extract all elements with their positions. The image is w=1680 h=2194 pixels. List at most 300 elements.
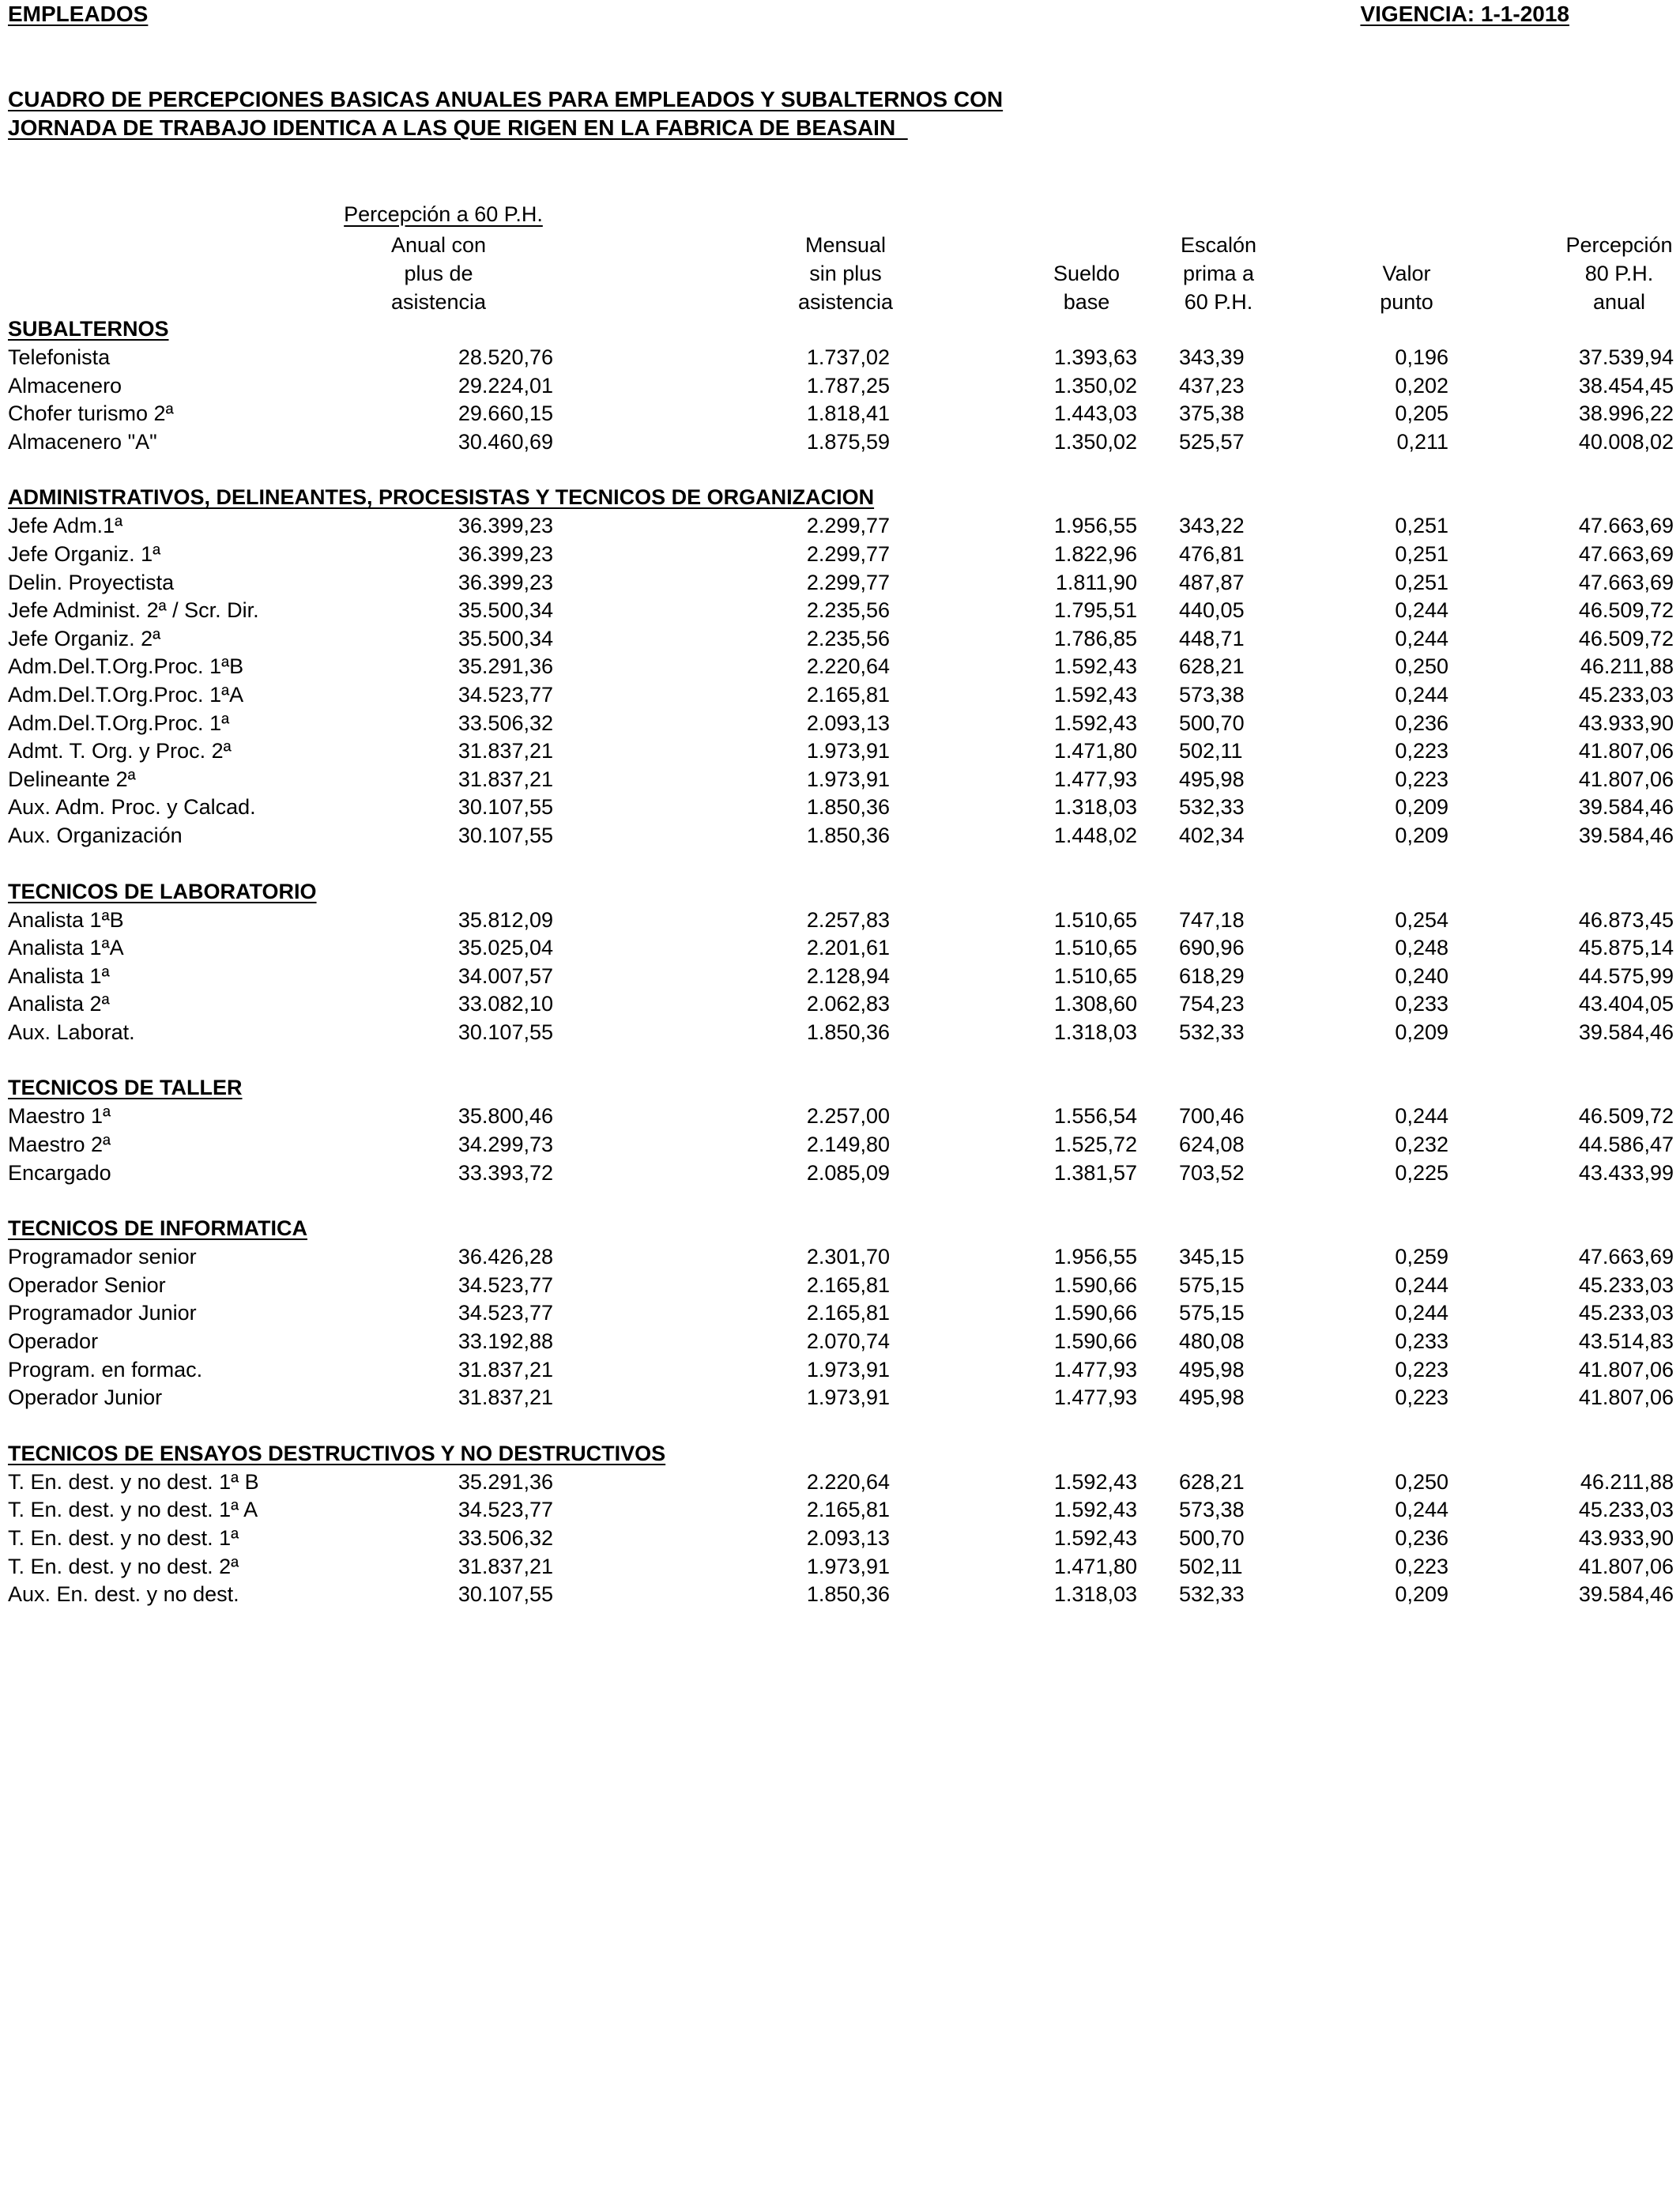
cell-sueldo-base: 1.510,65 [1053,936,1137,960]
cell-escalon: 532,33 [1179,1020,1245,1044]
cell-sueldo-base: 1.318,03 [1053,795,1137,820]
cell-anual: 34.523,77 [458,682,553,707]
table-row [0,737,1680,765]
cell-valor-punto: 0,225 [1395,1160,1448,1185]
column-header-anual-line: plus de [404,262,473,285]
table-row [0,511,1680,540]
table-row [0,1355,1680,1384]
column-header-anual-line: Anual con [390,233,487,257]
cell-mensual: 1.973,91 [806,767,890,791]
cell-mensual: 2.257,83 [806,907,890,932]
column-header-anual [371,231,506,316]
cell-percepcion-80: 39.584,46 [1578,1020,1674,1044]
cell-anual: 35.025,04 [458,936,553,960]
cell-sueldo-base: 1.592,43 [1053,1526,1137,1550]
cell-valor-punto: 0,250 [1395,1469,1448,1494]
cell-mensual: 2.165,81 [806,1301,890,1325]
cell-percepcion-80: 44.575,99 [1578,963,1674,988]
cell-mensual: 2.235,56 [806,626,890,650]
cell-escalon: 495,98 [1179,767,1245,791]
cell-valor-punto: 0,248 [1395,936,1448,960]
cell-categoria: T. En. dest. y no dest. 1ª A [8,1498,258,1522]
cell-categoria: Delineante 2ª [8,767,136,791]
cell-valor-punto: 0,244 [1395,1272,1448,1297]
cell-anual: 33.393,72 [458,1160,553,1185]
section-title [0,877,1680,906]
cell-valor-punto: 0,236 [1395,1526,1448,1550]
cell-escalon: 703,52 [1179,1160,1245,1185]
cell-categoria: Program. en formac. [8,1357,203,1382]
salary-table [0,315,1680,1608]
cell-percepcion-80: 45.233,03 [1578,682,1674,707]
cell-sueldo-base: 1.510,65 [1053,963,1137,988]
cell-sueldo-base: 1.393,63 [1053,345,1137,369]
column-header-valor-line: punto [1380,290,1433,314]
cell-categoria: Adm.Del.T.Org.Proc. 1ª [8,711,230,735]
table-row [0,343,1680,371]
cell-anual: 33.192,88 [458,1329,553,1354]
table-row [0,540,1680,568]
table-row [0,1271,1680,1299]
table-row [0,596,1680,624]
cell-percepcion-80: 39.584,46 [1578,795,1674,820]
cell-anual: 36.399,23 [458,541,553,566]
cell-valor-punto: 0,202 [1395,373,1448,398]
cell-valor-punto: 0,232 [1395,1133,1448,1157]
cell-valor-punto: 0,223 [1395,1554,1448,1578]
cell-mensual: 2.299,77 [806,514,890,538]
cell-categoria: Adm.Del.T.Org.Proc. 1ªA [8,682,244,707]
table-row [0,1242,1680,1271]
cell-escalon: 437,23 [1179,373,1245,398]
cell-percepcion-80: 44.586,47 [1578,1133,1674,1157]
cell-sueldo-base: 1.510,65 [1053,907,1137,932]
cell-anual: 30.107,55 [458,823,553,847]
cell-percepcion-80: 41.807,06 [1578,1357,1674,1382]
cell-valor-punto: 0,254 [1395,907,1448,932]
cell-mensual: 2.149,80 [806,1133,890,1157]
cell-sueldo-base: 1.350,02 [1053,373,1137,398]
column-header-sueldo-line: base [1063,290,1110,314]
table-row [0,1102,1680,1130]
column-header-mensual-line: sin plus [809,262,882,285]
cell-percepcion-80: 43.433,99 [1578,1160,1674,1185]
table-row [0,962,1680,990]
cell-sueldo-base: 1.318,03 [1053,1020,1137,1044]
cell-percepcion-80: 47.663,69 [1578,1245,1674,1269]
table-row [0,1327,1680,1355]
section-title-text: TECNICOS DE TALLER [8,1076,243,1100]
cell-categoria: Analista 1ªA [8,936,124,960]
cell-escalon: 500,70 [1179,1526,1245,1550]
cell-anual: 34.523,77 [458,1301,553,1325]
cell-sueldo-base: 1.592,43 [1053,682,1137,707]
column-header-valor [1351,259,1462,316]
cell-percepcion-80: 38.454,45 [1578,373,1674,398]
cell-escalon: 618,29 [1179,963,1245,988]
cell-valor-punto: 0,209 [1395,823,1448,847]
cell-percepcion-80: 46.509,72 [1578,1104,1674,1129]
cell-mensual: 1.850,36 [806,1582,890,1607]
cell-categoria: Encargado [8,1160,111,1185]
cell-anual: 35.500,34 [458,626,553,650]
cell-anual: 30.460,69 [458,429,553,454]
cell-percepcion-80: 43.933,90 [1578,1526,1674,1550]
cell-sueldo-base: 1.477,93 [1053,1385,1137,1410]
cell-anual: 30.107,55 [458,795,553,820]
cell-mensual: 1.973,91 [806,1385,890,1410]
section-title [0,1214,1680,1242]
table-row [0,1468,1680,1496]
cell-categoria: T. En. dest. y no dest. 1ª [8,1526,239,1550]
cell-valor-punto: 0,209 [1395,1582,1448,1607]
cell-categoria: Operador Junior [8,1385,163,1410]
cell-escalon: 628,21 [1179,1469,1245,1494]
table-row [0,765,1680,794]
table-row [0,906,1680,934]
cell-valor-punto: 0,244 [1395,1104,1448,1129]
cell-escalon: 448,71 [1179,626,1245,650]
cell-percepcion-80: 41.807,06 [1578,739,1674,763]
cell-categoria: T. En. dest. y no dest. 2ª [8,1554,239,1578]
table-row [0,1580,1680,1608]
column-header-escalon-line: Escalón [1180,233,1257,257]
cell-categoria: Analista 2ª [8,992,110,1016]
cell-mensual: 2.165,81 [806,682,890,707]
cell-percepcion-80: 45.233,03 [1578,1498,1674,1522]
table-row [0,371,1680,400]
cell-percepcion-80: 47.663,69 [1578,541,1674,566]
cell-categoria: Operador Senior [8,1272,166,1297]
table-row [0,1524,1680,1552]
cell-escalon: 575,15 [1179,1301,1245,1325]
column-header-perc80-line: Percepción [1565,233,1673,257]
cell-mensual: 2.128,94 [806,963,890,988]
cell-sueldo-base: 1.590,66 [1053,1301,1137,1325]
cell-valor-punto: 0,236 [1395,711,1448,735]
cell-valor-punto: 0,209 [1395,1020,1448,1044]
cell-anual: 31.837,21 [458,1385,553,1410]
cell-mensual: 2.085,09 [806,1160,890,1185]
cell-escalon: 525,57 [1179,429,1245,454]
cell-escalon: 343,22 [1179,514,1245,538]
cell-categoria: Aux. Laborat. [8,1020,135,1044]
cell-mensual: 2.201,61 [806,936,890,960]
cell-percepcion-80: 40.008,02 [1578,429,1674,454]
cell-sueldo-base: 1.592,43 [1053,1498,1137,1522]
table-row [0,1383,1680,1412]
cell-mensual: 2.220,64 [806,1469,890,1494]
cell-anual: 29.660,15 [458,401,553,426]
document-title-line-2: JORNADA DE TRABAJO IDENTICA A LAS QUE RIGEN EN LA FABRICA DE BEASAIN [8,115,908,140]
cell-valor-punto: 0,251 [1395,541,1448,566]
column-header-sueldo [1027,259,1146,316]
cell-mensual: 2.257,00 [806,1104,890,1129]
cell-percepcion-80: 43.933,90 [1578,711,1674,735]
table-row [0,793,1680,821]
table-row [0,1495,1680,1524]
table-row [0,1299,1680,1327]
cell-valor-punto: 0,233 [1395,992,1448,1016]
cell-mensual: 2.220,64 [806,654,890,679]
cell-valor-punto: 0,251 [1395,514,1448,538]
section-title-text: TECNICOS DE INFORMATICA [8,1216,307,1241]
table-row [0,709,1680,737]
column-header-escalon [1155,231,1282,316]
cell-categoria: Delin. Proyectista [8,570,175,594]
cell-categoria: Analista 1ª [8,963,110,988]
section-title-text: TECNICOS DE LABORATORIO [8,879,317,903]
cell-anual: 33.082,10 [458,992,553,1016]
cell-anual: 28.520,76 [458,345,553,369]
cell-percepcion-80: 39.584,46 [1578,1582,1674,1607]
cell-valor-punto: 0,244 [1395,1498,1448,1522]
section-spacer [0,1186,1680,1214]
cell-escalon: 402,34 [1179,823,1245,847]
cell-escalon: 624,08 [1179,1133,1245,1157]
cell-mensual: 1.737,02 [806,345,890,369]
cell-escalon: 573,38 [1179,1498,1245,1522]
cell-categoria: Analista 1ªB [8,907,124,932]
section-title [0,1439,1680,1468]
section-spacer [0,1046,1680,1073]
cell-escalon: 754,23 [1179,992,1245,1016]
cell-percepcion-80: 45.233,03 [1578,1301,1674,1325]
cell-anual: 34.299,73 [458,1133,553,1157]
cell-anual: 35.812,09 [458,907,553,932]
cell-percepcion-80: 41.807,06 [1578,1554,1674,1578]
cell-sueldo-base: 1.477,93 [1053,1357,1137,1382]
table-row [0,1159,1680,1187]
cell-valor-punto: 0,233 [1395,1329,1448,1354]
cell-valor-punto: 0,223 [1395,739,1448,763]
cell-sueldo-base: 1.471,80 [1053,739,1137,763]
cell-categoria: T. En. dest. y no dest. 1ª B [8,1469,259,1494]
cell-escalon: 495,98 [1179,1385,1245,1410]
cell-escalon: 440,05 [1179,598,1245,623]
cell-categoria: Programador Junior [8,1301,197,1325]
cell-anual: 31.837,21 [458,739,553,763]
cell-sueldo-base: 1.350,02 [1053,429,1137,454]
cell-sueldo-base: 1.590,66 [1053,1329,1137,1354]
cell-mensual: 1.973,91 [806,739,890,763]
cell-categoria: Aux. En. dest. y no dest. [8,1582,239,1607]
column-header-valor-line: Valor [1382,262,1431,285]
cell-mensual: 2.093,13 [806,1526,890,1550]
cell-categoria: Telefonista [8,345,111,369]
cell-mensual: 1.973,91 [806,1357,890,1382]
section-spacer [0,1412,1680,1439]
table-row [0,680,1680,709]
cell-sueldo-base: 1.956,55 [1053,1245,1137,1269]
table-row [0,568,1680,597]
cell-percepcion-80: 47.663,69 [1578,570,1674,594]
document-title-line-1: CUADRO DE PERCEPCIONES BASICAS ANUALES PARA EMPLEADOS Y SUBALTERNOS CON [8,87,1004,111]
cell-valor-punto: 0,240 [1395,963,1448,988]
cell-valor-punto: 0,244 [1395,1301,1448,1325]
cell-valor-punto: 0,223 [1395,1357,1448,1382]
cell-mensual: 1.850,36 [806,795,890,820]
cell-anual: 36.399,23 [458,514,553,538]
cell-mensual: 2.299,77 [806,541,890,566]
cell-categoria: Adm.Del.T.Org.Proc. 1ªB [8,654,244,679]
cell-anual: 31.837,21 [458,767,553,791]
cell-percepcion-80: 45.875,14 [1578,936,1674,960]
section-title-text: TECNICOS DE ENSAYOS DESTRUCTIVOS Y NO DESTRUCTIVOS [8,1441,666,1465]
cell-sueldo-base: 1.381,57 [1053,1160,1137,1185]
cell-categoria: Almacenero [8,373,122,398]
cell-valor-punto: 0,244 [1395,626,1448,650]
cell-percepcion-80: 39.584,46 [1578,823,1674,847]
cell-valor-punto: 0,223 [1395,1385,1448,1410]
cell-escalon: 690,96 [1179,936,1245,960]
column-header-perc80 [1552,231,1680,316]
cell-anual: 36.399,23 [458,570,553,594]
cell-escalon: 628,21 [1179,654,1245,679]
cell-sueldo-base: 1.811,90 [1055,570,1137,594]
cell-escalon: 502,11 [1179,1554,1243,1578]
column-header-mensual-line: Mensual [804,233,887,257]
cell-valor-punto: 0,244 [1395,598,1448,623]
cell-categoria: Almacenero "A" [8,429,157,454]
section-title-text: ADMINISTRATIVOS, DELINEANTES, PROCESISTAS Y TECNICOS DE ORGANIZACION [8,485,875,510]
table-row [0,428,1680,456]
column-header-mensual-line: asistencia [797,290,894,314]
table-row [0,1130,1680,1159]
cell-categoria: Jefe Administ. 2ª / Scr. Dir. [8,598,259,623]
cell-mensual: 1.850,36 [806,823,890,847]
cell-percepcion-80: 46.509,72 [1578,626,1674,650]
cell-valor-punto: 0,251 [1395,570,1448,594]
cell-valor-punto: 0,250 [1395,654,1448,679]
cell-escalon: 575,15 [1179,1272,1245,1297]
table-row [0,1018,1680,1046]
cell-anual: 31.837,21 [458,1554,553,1578]
cell-sueldo-base: 1.525,72 [1053,1133,1137,1157]
document-header-left: EMPLEADOS [8,2,149,26]
column-header-perc80-line: anual [1592,290,1646,314]
cell-percepcion-80: 46.873,45 [1578,907,1674,932]
cell-sueldo-base: 1.590,66 [1053,1272,1137,1297]
table-row [0,1552,1680,1581]
cell-valor-punto: 0,209 [1395,795,1448,820]
table-row [0,933,1680,962]
cell-percepcion-80: 43.514,83 [1578,1329,1674,1354]
column-group-header: Percepción a 60 P.H. [344,202,543,226]
cell-sueldo-base: 1.448,02 [1053,823,1137,847]
cell-categoria: Maestro 2ª [8,1133,111,1157]
cell-categoria: Admt. T. Org. y Proc. 2ª [8,739,232,763]
cell-categoria: Operador [8,1329,99,1354]
cell-sueldo-base: 1.308,60 [1053,992,1137,1016]
cell-percepcion-80: 47.663,69 [1578,514,1674,538]
cell-anual: 35.500,34 [458,598,553,623]
table-row [0,652,1680,680]
cell-valor-punto: 0,223 [1395,767,1448,791]
cell-anual: 34.007,57 [458,963,553,988]
cell-categoria: Aux. Organización [8,823,183,847]
column-header-escalon-line: prima a [1182,262,1255,285]
cell-mensual: 2.235,56 [806,598,890,623]
table-row [0,990,1680,1018]
cell-categoria: Chofer turismo 2ª [8,401,174,426]
cell-sueldo-base: 1.592,43 [1053,1469,1137,1494]
cell-sueldo-base: 1.443,03 [1053,401,1137,426]
section-title [0,1073,1680,1102]
cell-anual: 35.291,36 [458,1469,553,1494]
cell-sueldo-base: 1.318,03 [1053,1582,1137,1607]
cell-mensual: 2.093,13 [806,711,890,735]
cell-anual: 35.800,46 [458,1104,553,1129]
cell-mensual: 1.787,25 [806,373,890,398]
cell-mensual: 2.062,83 [806,992,890,1016]
section-spacer [0,850,1680,877]
cell-anual: 34.523,77 [458,1272,553,1297]
cell-escalon: 495,98 [1179,1357,1245,1382]
cell-valor-punto: 0,259 [1395,1245,1448,1269]
cell-percepcion-80: 45.233,03 [1578,1272,1674,1297]
section-title [0,483,1680,511]
document-header-right: VIGENCIA: 1-1-2018 [1360,2,1569,26]
cell-escalon: 343,39 [1179,345,1245,369]
table-row [0,624,1680,653]
cell-valor-punto: 0,211 [1396,429,1448,454]
cell-anual: 33.506,32 [458,1526,553,1550]
cell-valor-punto: 0,196 [1395,345,1448,369]
cell-categoria: Jefe Organiz. 2ª [8,626,161,650]
cell-categoria: Maestro 1ª [8,1104,111,1129]
cell-categoria: Aux. Adm. Proc. y Calcad. [8,795,256,820]
cell-percepcion-80: 41.807,06 [1578,1385,1674,1410]
cell-escalon: 502,11 [1179,739,1243,763]
column-header-sueldo-line: Sueldo [1053,262,1121,285]
cell-sueldo-base: 1.786,85 [1053,626,1137,650]
cell-escalon: 573,38 [1179,682,1245,707]
cell-categoria: Jefe Adm.1ª [8,514,123,538]
cell-mensual: 1.875,59 [806,429,890,454]
cell-percepcion-80: 37.539,94 [1578,345,1674,369]
cell-escalon: 532,33 [1179,1582,1245,1607]
cell-percepcion-80: 38.996,22 [1578,401,1674,426]
cell-escalon: 532,33 [1179,795,1245,820]
cell-anual: 36.426,28 [458,1245,553,1269]
cell-escalon: 480,08 [1179,1329,1245,1354]
cell-categoria: Programador senior [8,1245,197,1269]
table-row [0,399,1680,428]
cell-mensual: 1.973,91 [806,1554,890,1578]
cell-sueldo-base: 1.956,55 [1053,514,1137,538]
cell-sueldo-base: 1.592,43 [1053,654,1137,679]
cell-sueldo-base: 1.822,96 [1053,541,1137,566]
cell-percepcion-80: 43.404,05 [1578,992,1674,1016]
cell-escalon: 345,15 [1179,1245,1245,1269]
cell-escalon: 700,46 [1179,1104,1245,1129]
cell-valor-punto: 0,205 [1395,401,1448,426]
cell-escalon: 476,81 [1179,541,1245,566]
cell-mensual: 2.299,77 [806,570,890,594]
cell-escalon: 747,18 [1179,907,1245,932]
cell-percepcion-80: 41.807,06 [1578,767,1674,791]
cell-anual: 30.107,55 [458,1020,553,1044]
cell-mensual: 1.818,41 [806,401,890,426]
cell-anual: 34.523,77 [458,1498,553,1522]
cell-escalon: 487,87 [1179,570,1245,594]
column-header-escalon-line: 60 P.H. [1184,290,1253,314]
cell-sueldo-base: 1.795,51 [1053,598,1137,623]
cell-mensual: 2.165,81 [806,1272,890,1297]
cell-anual: 29.224,01 [458,373,553,398]
cell-sueldo-base: 1.471,80 [1053,1554,1137,1578]
